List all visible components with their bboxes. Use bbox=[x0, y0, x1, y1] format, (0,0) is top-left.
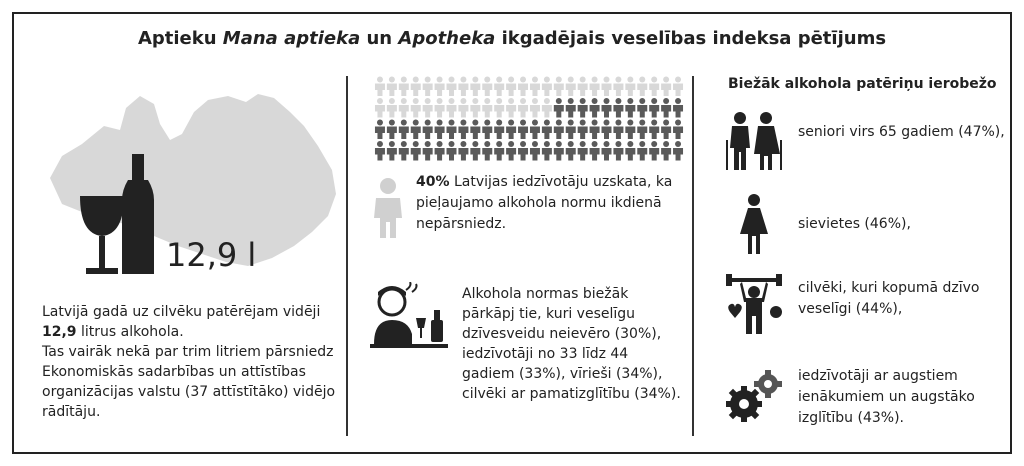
limit-item-text: iedzīvotāji ar augstiem ienākumiem un augstāko izglītību (43%). bbox=[798, 368, 975, 426]
crowd-person-icon bbox=[506, 141, 516, 161]
title-text: un bbox=[360, 28, 399, 49]
crowd-person-icon bbox=[613, 77, 623, 97]
crowd-person-icon bbox=[637, 98, 647, 118]
crowd-person-icon bbox=[518, 141, 528, 161]
crowd-person-icon bbox=[649, 141, 659, 161]
crowd-person-icon bbox=[661, 77, 671, 97]
crowd-person-icon bbox=[482, 141, 492, 161]
crowd-person-icon bbox=[447, 98, 457, 118]
crowd-person-icon bbox=[578, 77, 588, 97]
crowd-person-icon bbox=[435, 141, 445, 161]
crowd-person-icon bbox=[506, 77, 516, 97]
crowd-person-icon bbox=[387, 120, 397, 140]
crowd-person-icon bbox=[423, 120, 433, 140]
crowd-person-icon bbox=[542, 141, 552, 161]
crowd-person-icon bbox=[387, 98, 397, 118]
crowd-person-icon bbox=[542, 98, 552, 118]
seniors-icon bbox=[722, 110, 786, 174]
crowd-person-icon bbox=[435, 120, 445, 140]
crowd-person-icon bbox=[613, 98, 623, 118]
crowd-person-icon bbox=[399, 98, 409, 118]
crowd-person-icon bbox=[625, 120, 635, 140]
crowd-person-icon bbox=[602, 141, 612, 161]
crowd-person-icon bbox=[387, 141, 397, 161]
woman-icon bbox=[722, 192, 786, 256]
crowd-person-icon bbox=[375, 98, 385, 118]
crowd-person-icon bbox=[530, 120, 540, 140]
crowd-person-icon bbox=[530, 98, 540, 118]
crowd-person-icon bbox=[566, 120, 576, 140]
crowd-person-icon bbox=[399, 120, 409, 140]
crowd-person-icon bbox=[518, 120, 528, 140]
limit-item-women bbox=[722, 192, 1012, 256]
crowd-person-icon bbox=[590, 120, 600, 140]
crowd-person-icon bbox=[637, 141, 647, 161]
crowd-person-icon bbox=[542, 120, 552, 140]
crowd-person-icon bbox=[625, 141, 635, 161]
crowd-person-icon bbox=[482, 98, 492, 118]
crowd-person-icon bbox=[494, 77, 504, 97]
crowd-person-icon bbox=[554, 77, 564, 97]
forty-percent-description: Latvijas iedzīvotāju uzskata, ka pieļaujamo alkohola normu ikdienā nepārsniedz. bbox=[416, 174, 673, 232]
population-people-grid bbox=[374, 76, 684, 162]
crowd-person-icon bbox=[649, 77, 659, 97]
consumption-text-part: Latvijā gadā uz cilvēku patērējam vidēji bbox=[42, 304, 321, 320]
limit-heading: Biežāk alkohola patēriņu ierobežo bbox=[728, 76, 997, 92]
crowd-person-icon bbox=[530, 77, 540, 97]
crowd-person-icon bbox=[411, 98, 421, 118]
title-text: ikgadējais veselības indeksa pētījums bbox=[495, 28, 887, 49]
crowd-person-icon bbox=[518, 98, 528, 118]
crowd-person-icon bbox=[530, 141, 540, 161]
title-brand-apotheka: Apotheka bbox=[398, 28, 496, 49]
crowd-person-icon bbox=[447, 141, 457, 161]
crowd-person-icon bbox=[458, 141, 468, 161]
crowd-person-icon bbox=[423, 77, 433, 97]
crowd-person-icon bbox=[602, 98, 612, 118]
gears-icon bbox=[722, 366, 786, 430]
crowd-person-icon bbox=[435, 98, 445, 118]
crowd-person-icon bbox=[470, 98, 480, 118]
crowd-person-icon bbox=[673, 141, 683, 161]
consumption-value: 12,9 bbox=[42, 324, 77, 340]
fitness-icon bbox=[722, 272, 786, 336]
crowd-person-icon bbox=[435, 77, 445, 97]
crowd-person-icon bbox=[447, 77, 457, 97]
crowd-person-icon bbox=[387, 77, 397, 97]
crowd-person-icon bbox=[518, 77, 528, 97]
crowd-person-icon bbox=[566, 98, 576, 118]
crowd-person-icon bbox=[375, 77, 385, 97]
crowd-person-icon bbox=[590, 98, 600, 118]
crowd-person-icon bbox=[411, 141, 421, 161]
crowd-person-icon bbox=[673, 98, 683, 118]
forty-percent-text bbox=[416, 172, 676, 235]
crowd-person-icon bbox=[649, 98, 659, 118]
crowd-person-icon bbox=[613, 120, 623, 140]
crowd-person-icon bbox=[590, 141, 600, 161]
infographic-frame bbox=[12, 12, 1012, 454]
crowd-person-icon bbox=[506, 98, 516, 118]
crowd-person-icon bbox=[482, 77, 492, 97]
crowd-person-icon bbox=[649, 120, 659, 140]
volume-value: 12,9 l bbox=[166, 236, 257, 274]
crowd-person-icon bbox=[447, 120, 457, 140]
crowd-person-icon bbox=[375, 120, 385, 140]
crowd-person-icon bbox=[554, 120, 564, 140]
crowd-person-icon bbox=[554, 98, 564, 118]
crowd-person-icon bbox=[625, 98, 635, 118]
person-icon bbox=[368, 176, 408, 240]
crowd-person-icon bbox=[542, 77, 552, 97]
crowd-person-icon bbox=[602, 77, 612, 97]
crowd-person-icon bbox=[399, 77, 409, 97]
crowd-person-icon bbox=[411, 120, 421, 140]
limit-item-high-income bbox=[722, 366, 1012, 430]
column-divider bbox=[346, 76, 348, 436]
limit-item-text: cilvēki, kuri kopumā dzīvo veselīgi (44%), bbox=[798, 280, 980, 317]
crowd-person-icon bbox=[458, 98, 468, 118]
crowd-person-icon bbox=[578, 141, 588, 161]
title-text: Aptieku bbox=[137, 28, 223, 49]
crowd-person-icon bbox=[494, 141, 504, 161]
limit-item-healthy bbox=[722, 272, 1012, 336]
oecd-comparison-text: Tas vairāk nekā par trim litriem pārsniedz Ekonomiskās sadarbības un attīstības organizācijas valstu (37 attīstītāko) vidējo rādītāju. bbox=[42, 344, 336, 420]
exceed-norm-text: Alkohola normas biežāk pārkāpj tie, kuri veselīgu dzīvesveidu neievēro (30%), iedzīvotāji no 33 līdz 44 gadiem (33%), vīrieši (34%), cilvēki ar pamatizglītību (34%). bbox=[462, 286, 681, 402]
crowd-person-icon bbox=[470, 141, 480, 161]
limit-item-text: seniori virs 65 gadiem (47%), bbox=[798, 124, 1005, 140]
crowd-person-icon bbox=[661, 141, 671, 161]
consumption-text-part: litrus alkohola. bbox=[76, 324, 184, 340]
column-divider bbox=[692, 76, 694, 436]
crowd-person-icon bbox=[602, 120, 612, 140]
crowd-person-icon bbox=[482, 120, 492, 140]
drinking-person-icon bbox=[368, 282, 450, 354]
crowd-person-icon bbox=[637, 120, 647, 140]
crowd-person-icon bbox=[411, 77, 421, 97]
forty-percent-value: 40% bbox=[416, 174, 450, 190]
limit-item-seniors bbox=[722, 110, 1012, 174]
crowd-person-icon bbox=[566, 141, 576, 161]
crowd-person-icon bbox=[458, 77, 468, 97]
crowd-person-icon bbox=[578, 120, 588, 140]
crowd-person-icon bbox=[637, 77, 647, 97]
crowd-person-icon bbox=[578, 98, 588, 118]
title-brand-mana-aptieka: Mana aptieka bbox=[222, 28, 361, 49]
crowd-person-icon bbox=[375, 141, 385, 161]
crowd-person-icon bbox=[590, 77, 600, 97]
crowd-person-icon bbox=[494, 120, 504, 140]
crowd-person-icon bbox=[494, 98, 504, 118]
consumption-text bbox=[42, 302, 342, 422]
crowd-person-icon bbox=[470, 120, 480, 140]
crowd-person-icon bbox=[625, 77, 635, 97]
crowd-person-icon bbox=[458, 120, 468, 140]
crowd-person-icon bbox=[470, 77, 480, 97]
crowd-person-icon bbox=[423, 98, 433, 118]
crowd-person-icon bbox=[673, 120, 683, 140]
crowd-person-icon bbox=[554, 141, 564, 161]
crowd-person-icon bbox=[423, 141, 433, 161]
limit-item-text: sievietes (46%), bbox=[798, 216, 911, 232]
crowd-person-icon bbox=[661, 120, 671, 140]
crowd-person-icon bbox=[506, 120, 516, 140]
crowd-person-icon bbox=[399, 141, 409, 161]
crowd-person-icon bbox=[566, 77, 576, 97]
crowd-person-icon bbox=[661, 98, 671, 118]
crowd-person-icon bbox=[673, 77, 683, 97]
infographic-title bbox=[14, 28, 1010, 49]
crowd-person-icon bbox=[613, 141, 623, 161]
